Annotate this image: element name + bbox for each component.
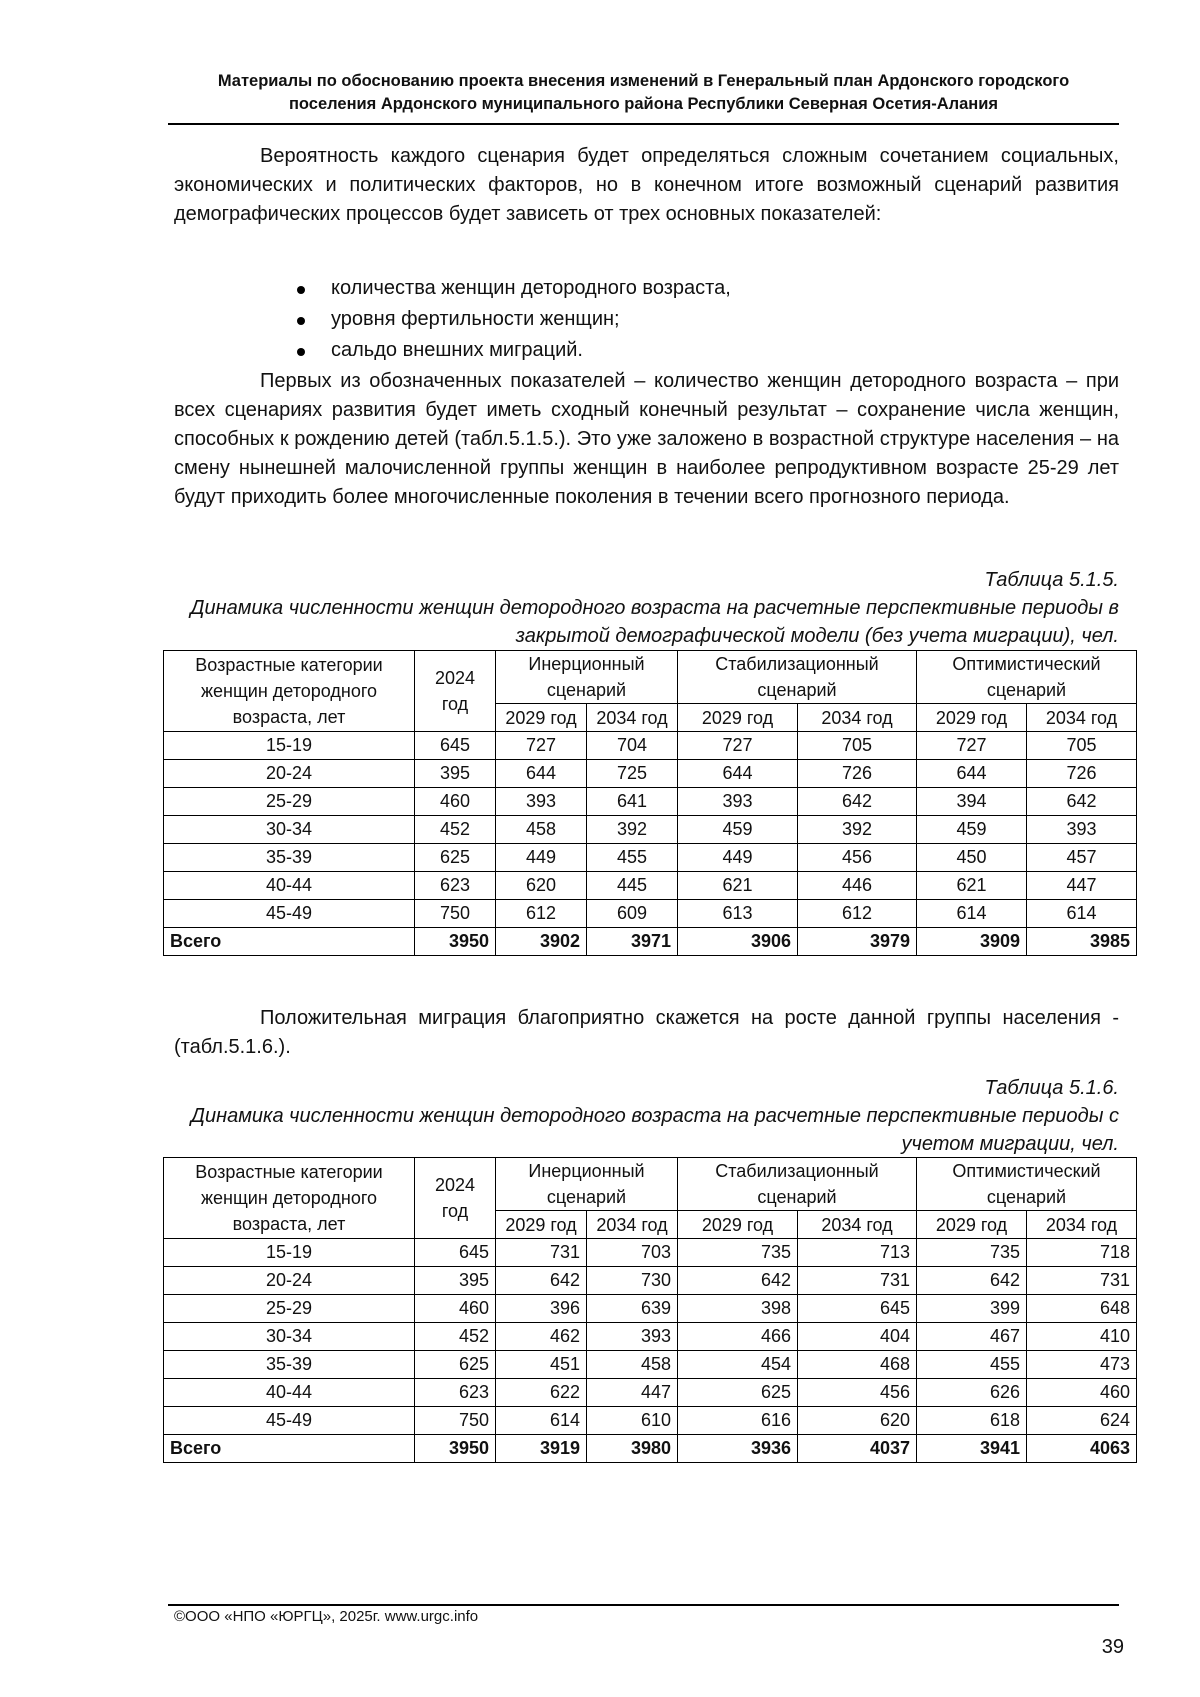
table-cell: 705 [1027, 732, 1137, 760]
column-header-scenario: Инерционный сценарий [496, 651, 678, 704]
total-cell: 3941 [917, 1435, 1027, 1463]
total-cell: 3971 [587, 928, 678, 956]
header-line-2: поселения Ардонского муниципального района Республики Северная Осетия-Алания [288, 95, 999, 113]
table-cell: 642 [678, 1267, 798, 1295]
table-cell: 392 [587, 816, 678, 844]
header-line-1: Материалы по обоснованию проекта внесения изменений в Генеральный план Ардонского городского [217, 72, 1070, 90]
table-cell: 645 [415, 732, 496, 760]
table-2-body [164, 1239, 1137, 1463]
total-label-cell: Всего [164, 1435, 415, 1463]
bullet-icon [297, 286, 305, 294]
table-cell: 735 [678, 1239, 798, 1267]
table-cell: 642 [1027, 788, 1137, 816]
column-header-base-year: 2024 год [415, 651, 496, 732]
total-cell: 3950 [415, 928, 496, 956]
table-cell: 612 [496, 900, 587, 928]
row-label-cell: 25-29 [164, 1295, 415, 1323]
table-cell: 645 [415, 1239, 496, 1267]
table-row [164, 900, 1137, 928]
table-cell: 614 [496, 1407, 587, 1435]
table-cell: 620 [798, 1407, 917, 1435]
column-header-year: 2029 год [678, 1211, 798, 1239]
table-cell: 614 [917, 900, 1027, 928]
row-label-cell: 40-44 [164, 1379, 415, 1407]
column-header-year: 2029 год [917, 704, 1027, 732]
table-cell: 398 [678, 1295, 798, 1323]
row-label-cell: 35-39 [164, 844, 415, 872]
table-cell: 467 [917, 1323, 1027, 1351]
total-cell: 3906 [678, 928, 798, 956]
row-label-cell: 25-29 [164, 788, 415, 816]
total-label-cell: Всего [164, 928, 415, 956]
table-cell: 393 [678, 788, 798, 816]
total-cell: 3902 [496, 928, 587, 956]
total-row [164, 928, 1137, 956]
table-cell: 455 [587, 844, 678, 872]
table-cell: 610 [587, 1407, 678, 1435]
column-header-year: 2029 год [496, 1211, 587, 1239]
total-cell: 4037 [798, 1435, 917, 1463]
column-header-year: 2034 год [587, 704, 678, 732]
table-cell: 623 [415, 872, 496, 900]
table-2 [163, 1157, 1137, 1463]
table-cell: 727 [678, 732, 798, 760]
table-cell: 458 [496, 816, 587, 844]
table-cell: 625 [415, 1351, 496, 1379]
table-cell: 625 [415, 844, 496, 872]
row-label-cell: 20-24 [164, 1267, 415, 1295]
page-header [168, 70, 1119, 116]
table-cell: 394 [917, 788, 1027, 816]
table-cell: 395 [415, 760, 496, 788]
table-cell: 458 [587, 1351, 678, 1379]
table-cell: 451 [496, 1351, 587, 1379]
table-cell: 750 [415, 1407, 496, 1435]
bullet-icon [297, 348, 305, 356]
table-cell: 609 [587, 900, 678, 928]
row-label-cell: 15-19 [164, 732, 415, 760]
table-row [164, 788, 1137, 816]
table-cell: 727 [917, 732, 1027, 760]
column-header-year: 2029 год [678, 704, 798, 732]
table-cell: 449 [678, 844, 798, 872]
column-header-base-year: 2024 год [415, 1158, 496, 1239]
table-1-body [164, 732, 1137, 956]
table-cell: 473 [1027, 1351, 1137, 1379]
table-cell: 648 [1027, 1295, 1137, 1323]
table-cell: 393 [496, 788, 587, 816]
column-header-scenario: Оптимистический сценарий [917, 1158, 1137, 1211]
table-cell: 462 [496, 1323, 587, 1351]
column-header-year: 2029 год [496, 704, 587, 732]
table-cell: 644 [917, 760, 1027, 788]
column-header-year: 2034 год [587, 1211, 678, 1239]
table-cell: 392 [798, 816, 917, 844]
table-1-caption: Динамика численности женщин детородного возраста на расчетные перспективные периоды в закрытой демографической модели (без учета миграции), чел. [190, 597, 1119, 647]
table-cell: 452 [415, 1323, 496, 1351]
table-2-caption: Динамика численности женщин детородного возраста на расчетные перспективные периоды с учетом миграции, чел. [190, 1105, 1119, 1155]
table-cell: 457 [1027, 844, 1137, 872]
table-cell: 460 [415, 788, 496, 816]
table-cell: 616 [678, 1407, 798, 1435]
total-cell: 3936 [678, 1435, 798, 1463]
table-cell: 644 [496, 760, 587, 788]
table-cell: 705 [798, 732, 917, 760]
paragraph-1: Вероятность каждого сценария будет определяться сложным сочетанием социальных, экономических и политических факторов, но в конечном итоге возможный сценарий развития демографических процессов будет зависеть от трех основных показателей: [174, 145, 1119, 225]
bullet-list [174, 273, 1119, 366]
table-row [164, 1239, 1137, 1267]
table-cell: 466 [678, 1323, 798, 1351]
table-cell: 393 [587, 1323, 678, 1351]
table-cell: 621 [917, 872, 1027, 900]
total-cell: 4063 [1027, 1435, 1137, 1463]
column-header-category: Возрастные категории женщин детородного возраста, лет [164, 651, 415, 732]
bullet-item: уровня фертильности женщин; [174, 304, 1119, 335]
bullet-icon [297, 317, 305, 325]
table-cell: 459 [917, 816, 1027, 844]
table-cell: 468 [798, 1351, 917, 1379]
paragraph-3: Положительная миграция благоприятно скажется на росте данной группы населения - (табл.5.1.6.). [174, 1007, 1119, 1058]
table-cell: 612 [798, 900, 917, 928]
column-header-year: 2029 год [917, 1211, 1027, 1239]
table-row [164, 1295, 1137, 1323]
paragraph-2: Первых из обозначенных показателей – количество женщин детородного возраста – при всех сценариях развития будет иметь сходный конечный результат – сохранение числа женщин, способных к рождению детей (табл.5.1.5.). Это уже заложено в возрастной структуре населения – на смену нынешней малочисленной группы женщин в наиболее репродуктивном возрасте 25-29 лет будут приходить более многочисленные поколения в течении всего прогнозного периода. [174, 370, 1119, 508]
table-cell: 460 [1027, 1379, 1137, 1407]
table-cell: 395 [415, 1267, 496, 1295]
table-row [164, 872, 1137, 900]
table-cell: 399 [917, 1295, 1027, 1323]
column-header-year: 2034 год [798, 704, 917, 732]
table-cell: 621 [678, 872, 798, 900]
column-header-scenario: Стабилизационный сценарий [678, 651, 917, 704]
table-cell: 731 [496, 1239, 587, 1267]
table-row [164, 1407, 1137, 1435]
table-cell: 639 [587, 1295, 678, 1323]
page-number: 39 [1101, 1636, 1124, 1658]
row-label-cell: 35-39 [164, 1351, 415, 1379]
table-cell: 704 [587, 732, 678, 760]
table-cell: 642 [798, 788, 917, 816]
column-header-year: 2034 год [798, 1211, 917, 1239]
footer-divider [168, 1604, 1119, 1606]
table-cell: 726 [798, 760, 917, 788]
table-cell: 455 [917, 1351, 1027, 1379]
row-label-cell: 40-44 [164, 872, 415, 900]
table-cell: 456 [798, 844, 917, 872]
row-label-cell: 20-24 [164, 760, 415, 788]
total-cell: 3980 [587, 1435, 678, 1463]
table-row [164, 1267, 1137, 1295]
column-header-scenario: Оптимистический сценарий [917, 651, 1137, 704]
table-cell: 396 [496, 1295, 587, 1323]
column-header-year: 2034 год [1027, 1211, 1137, 1239]
bullet-item: сальдо внешних миграций. [174, 335, 1119, 366]
table-cell: 454 [678, 1351, 798, 1379]
table-row [164, 1323, 1137, 1351]
table-cell: 445 [587, 872, 678, 900]
column-header-year: 2034 год [1027, 704, 1137, 732]
bullet-item: количества женщин детородного возраста, [174, 273, 1119, 304]
table-cell: 713 [798, 1239, 917, 1267]
table-cell: 731 [798, 1267, 917, 1295]
footer-copyright: ©ООО «НПО «ЮРГЦ», 2025г. www.urgc.info [174, 1608, 479, 1625]
table-cell: 642 [917, 1267, 1027, 1295]
row-label-cell: 45-49 [164, 900, 415, 928]
table-cell: 626 [917, 1379, 1027, 1407]
column-header-scenario: Инерционный сценарий [496, 1158, 678, 1211]
table-cell: 410 [1027, 1323, 1137, 1351]
column-header-category: Возрастные категории женщин детородного возраста, лет [164, 1158, 415, 1239]
table-cell: 456 [798, 1379, 917, 1407]
table-cell: 452 [415, 816, 496, 844]
table-cell: 446 [798, 872, 917, 900]
table-cell: 447 [1027, 872, 1137, 900]
table-row [164, 732, 1137, 760]
table-cell: 645 [798, 1295, 917, 1323]
table-cell: 641 [587, 788, 678, 816]
table-cell: 731 [1027, 1267, 1137, 1295]
row-label-cell: 15-19 [164, 1239, 415, 1267]
table-cell: 618 [917, 1407, 1027, 1435]
table-cell: 620 [496, 872, 587, 900]
table-cell: 614 [1027, 900, 1137, 928]
table-row [164, 760, 1137, 788]
table-cell: 735 [917, 1239, 1027, 1267]
table-cell: 730 [587, 1267, 678, 1295]
column-header-scenario: Стабилизационный сценарий [678, 1158, 917, 1211]
table-cell: 404 [798, 1323, 917, 1351]
table-cell: 644 [678, 760, 798, 788]
table-cell: 622 [496, 1379, 587, 1407]
table-1-number: Таблица 5.1.5. [984, 569, 1119, 591]
total-cell: 3979 [798, 928, 917, 956]
table-cell: 718 [1027, 1239, 1137, 1267]
table-cell: 459 [678, 816, 798, 844]
table-cell: 750 [415, 900, 496, 928]
total-cell: 3919 [496, 1435, 587, 1463]
table-cell: 613 [678, 900, 798, 928]
total-cell: 3909 [917, 928, 1027, 956]
header-divider [168, 123, 1119, 125]
table-1 [163, 650, 1137, 956]
table-row [164, 1351, 1137, 1379]
table-cell: 625 [678, 1379, 798, 1407]
table-row [164, 1379, 1137, 1407]
table-cell: 393 [1027, 816, 1137, 844]
table-cell: 449 [496, 844, 587, 872]
row-label-cell: 30-34 [164, 816, 415, 844]
table-cell: 725 [587, 760, 678, 788]
total-cell: 3985 [1027, 928, 1137, 956]
table-row [164, 816, 1137, 844]
row-label-cell: 30-34 [164, 1323, 415, 1351]
total-cell: 3950 [415, 1435, 496, 1463]
table-cell: 624 [1027, 1407, 1137, 1435]
table-cell: 623 [415, 1379, 496, 1407]
table-cell: 726 [1027, 760, 1137, 788]
table-cell: 450 [917, 844, 1027, 872]
table-cell: 642 [496, 1267, 587, 1295]
table-cell: 447 [587, 1379, 678, 1407]
table-cell: 727 [496, 732, 587, 760]
table-2-number: Таблица 5.1.6. [984, 1077, 1119, 1099]
table-cell: 460 [415, 1295, 496, 1323]
table-row [164, 844, 1137, 872]
row-label-cell: 45-49 [164, 1407, 415, 1435]
total-row [164, 1435, 1137, 1463]
table-cell: 703 [587, 1239, 678, 1267]
